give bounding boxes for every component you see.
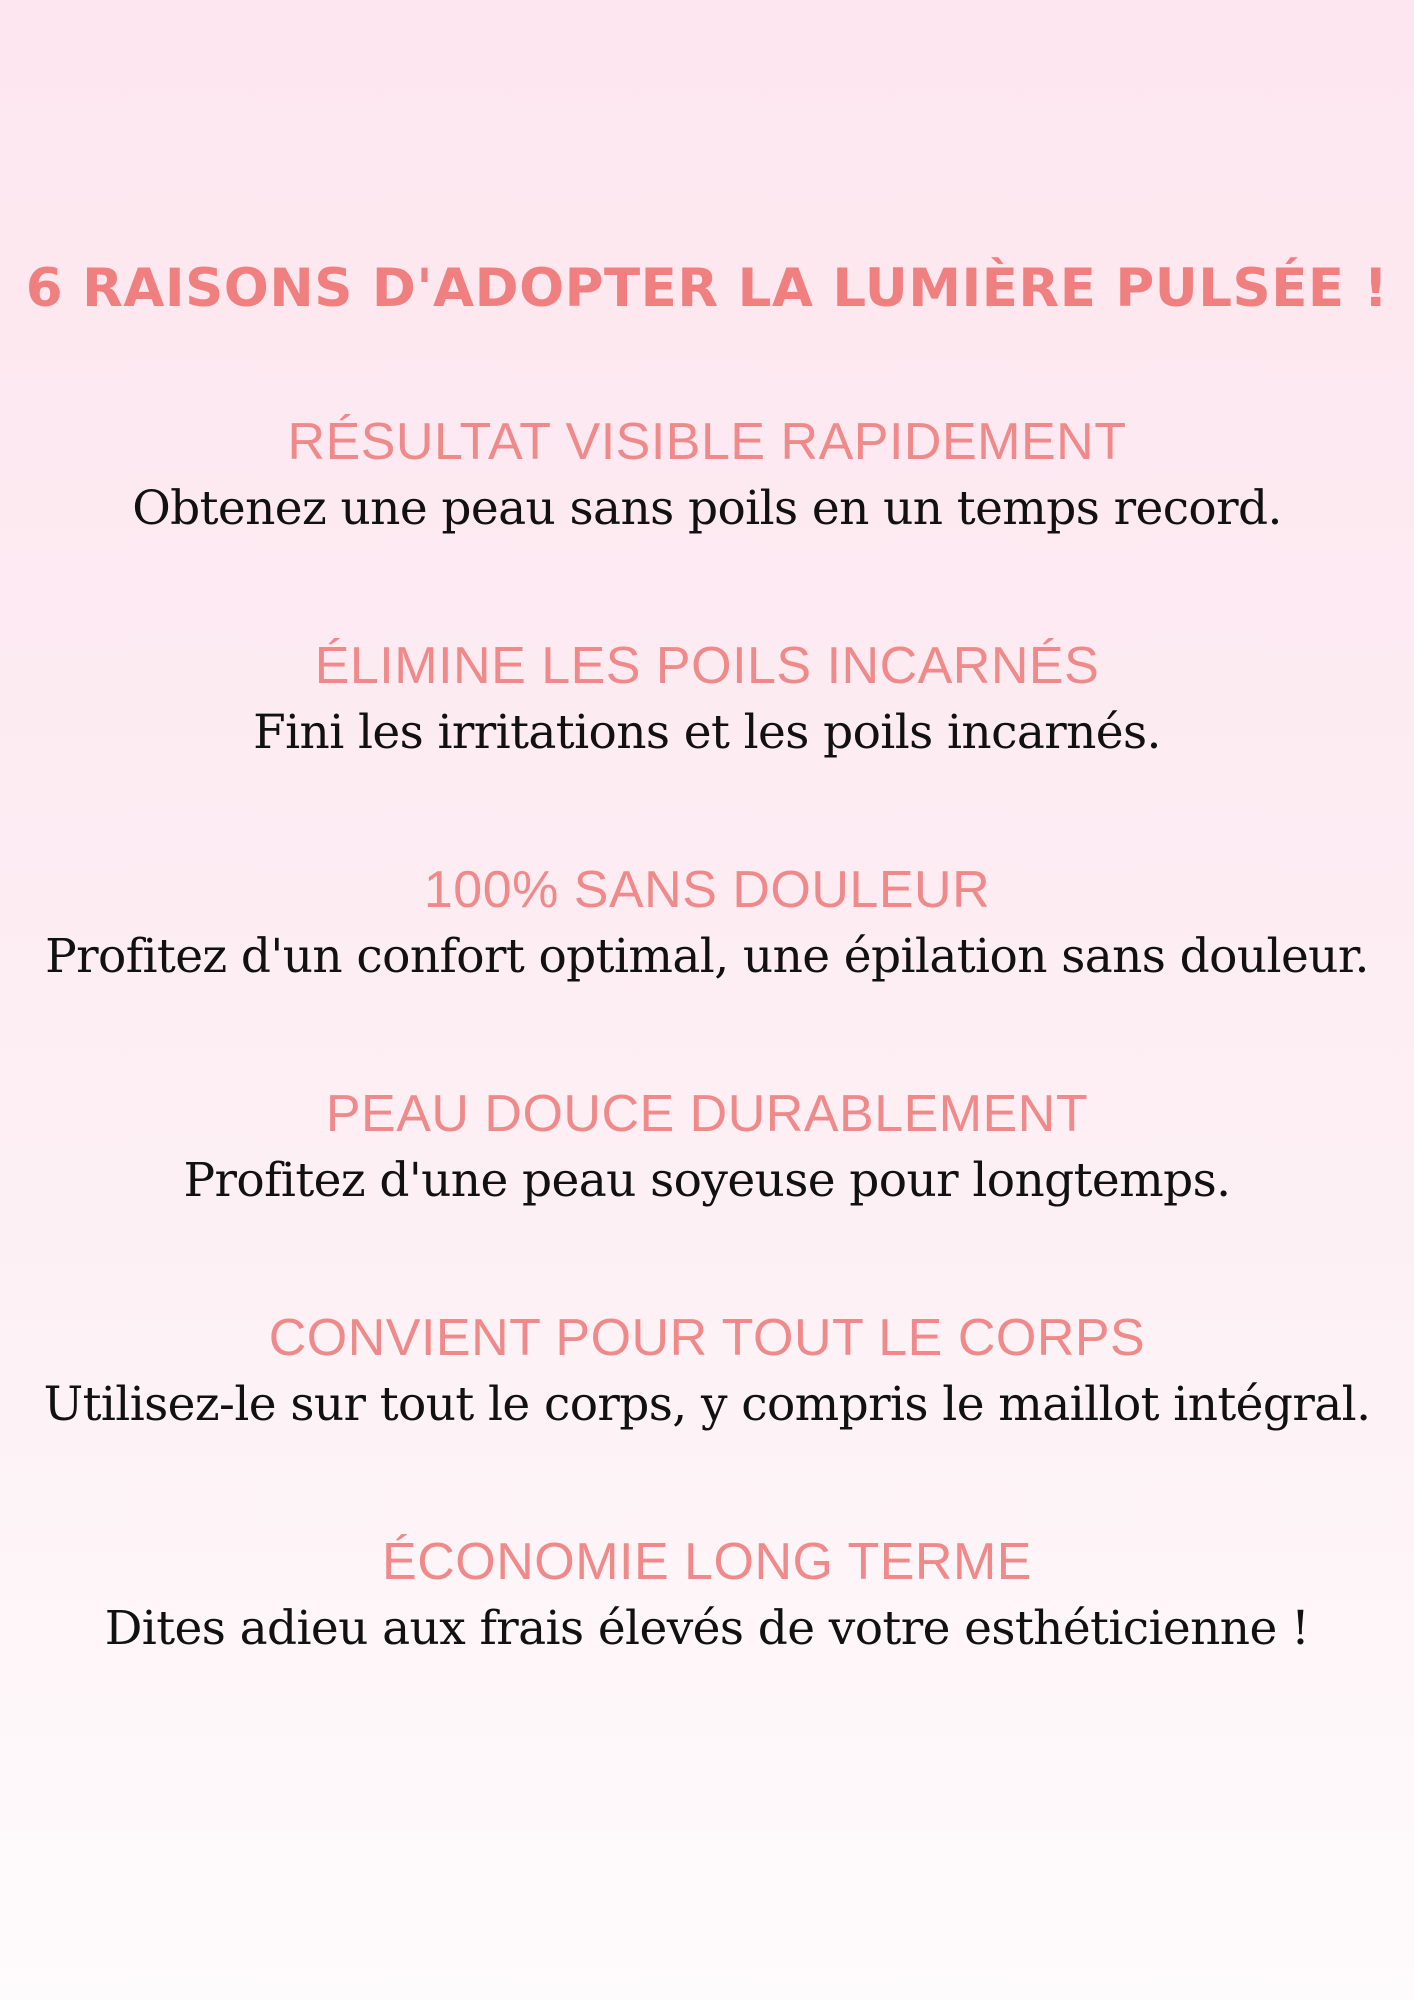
page-title: 6 RAISONS D'ADOPTER LA LUMIÈRE PULSÉE ! bbox=[25, 258, 1389, 319]
reason-item bbox=[0, 1082, 1414, 1214]
reason-heading: RÉSULTAT VISIBLE RAPIDEMENT bbox=[287, 413, 1127, 471]
reason-text: Obtenez une peau sans poils en un temps record. bbox=[132, 481, 1282, 536]
reason-heading: ÉLIMINE LES POILS INCARNÉS bbox=[314, 637, 1100, 695]
reason-heading: CONVIENT POUR TOUT LE CORPS bbox=[268, 1309, 1146, 1367]
reason-text: Utilisez-le sur tout le corps, y compris le maillot intégral. bbox=[43, 1377, 1371, 1432]
reason-text: Profitez d'un confort optimal, une épilation sans douleur. bbox=[45, 929, 1369, 984]
reason-text: Profitez d'une peau soyeuse pour longtemps. bbox=[183, 1153, 1231, 1208]
reason-item bbox=[0, 410, 1414, 542]
reason-heading: 100% SANS DOULEUR bbox=[423, 861, 991, 919]
reason-text: Fini les irritations et les poils incarnés. bbox=[253, 705, 1161, 760]
reason-heading: ÉCONOMIE LONG TERME bbox=[382, 1533, 1032, 1591]
reason-item bbox=[0, 634, 1414, 766]
reason-heading: PEAU DOUCE DURABLEMENT bbox=[325, 1085, 1089, 1143]
reason-item bbox=[0, 1306, 1414, 1438]
reason-item bbox=[0, 858, 1414, 990]
reason-text: Dites adieu aux frais élevés de votre esthéticienne ! bbox=[104, 1601, 1310, 1656]
reason-item bbox=[0, 1530, 1414, 1662]
